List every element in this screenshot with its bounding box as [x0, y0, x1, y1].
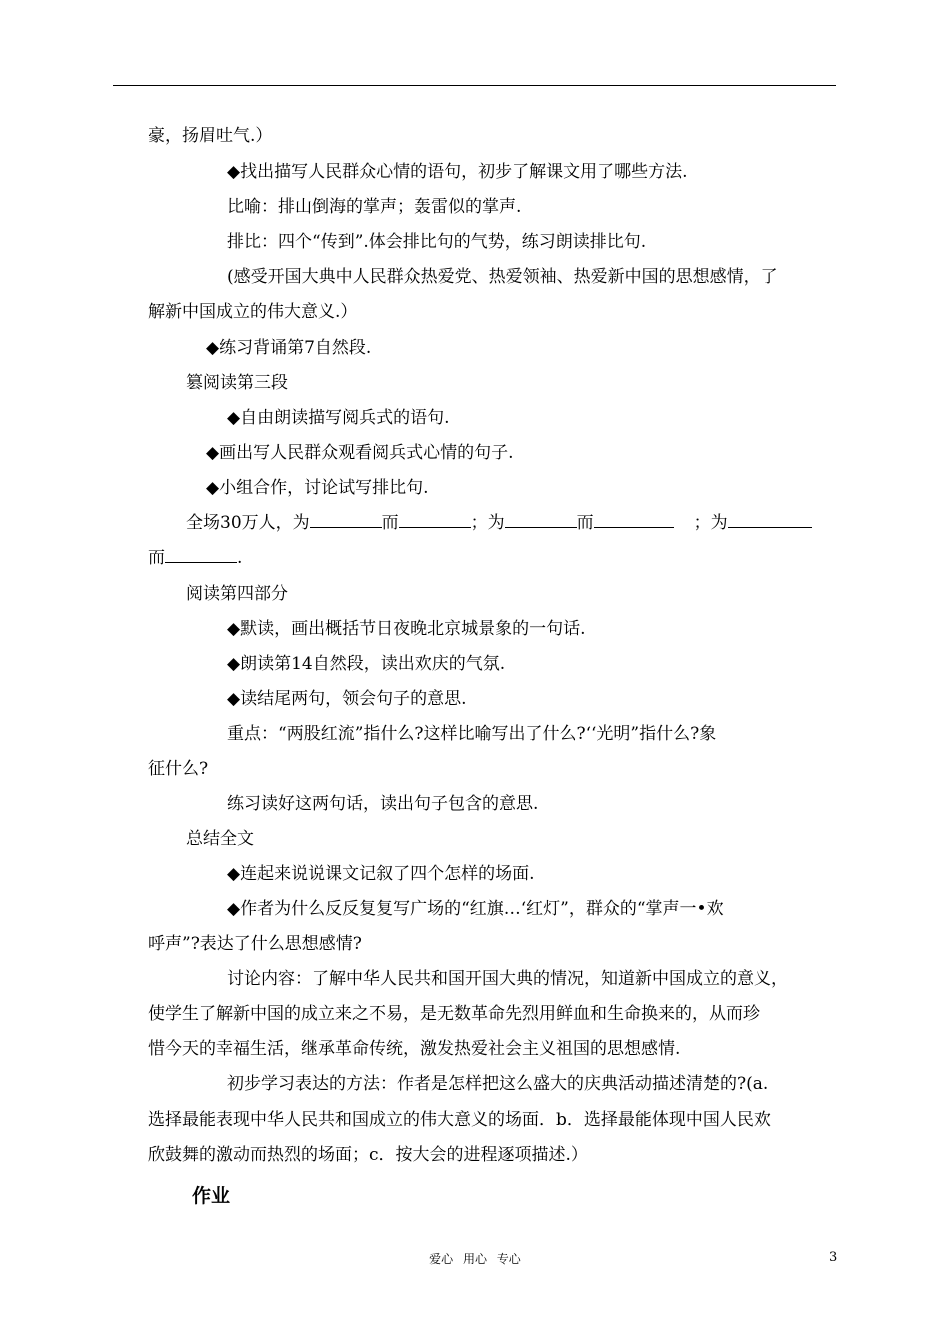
fill-er: 而 [381, 513, 399, 533]
text-line: 练习读好这两句话，读出句子包含的意思. [227, 794, 539, 814]
text-line: 比喻：排山倒海的掌声；轰雷似的掌声. [227, 197, 522, 217]
page-number: 3 [829, 1250, 838, 1265]
text-line: 惜今天的幸福生活，继承革命传统，激发热爱社会主义祖国的思想感情. [148, 1039, 681, 1059]
text-line: ◆练习背诵第7自然段. [206, 338, 372, 358]
fill-prefix: 全场30万人，为 [186, 513, 310, 533]
section-title: 篡阅读第三段 [186, 373, 288, 393]
blank-field[interactable] [728, 512, 812, 528]
text-line: ◆画出写人民群众观看阅兵式心情的句子. [206, 443, 514, 463]
fill-blank-line [186, 511, 812, 535]
text-line: 讨论内容：了解中华人民共和国开国大典的情况，知道新中国成立的意义， [227, 969, 788, 989]
text-line: ◆读结尾两句，领会句子的意思. [227, 689, 467, 709]
page-footer: 爱心 用心 专心 [429, 1252, 521, 1266]
section-title: 阅读第四部分 [186, 584, 288, 604]
text-line: ◆找出描写人民群众心情的语句，初步了解课文用了哪些方法. [227, 162, 688, 182]
fill-er: 而 [148, 548, 165, 568]
blank-field[interactable] [399, 512, 471, 528]
text-line: ◆小组合作，讨论试写排比句. [206, 478, 429, 498]
fill-sep: ；为 [470, 513, 505, 533]
text-line: 重点：“两股红流”指什么?这样比喻写出了什么?‘‘光明”指什么?象 [227, 724, 717, 744]
text-line: ◆朗读第14自然段，读出欢庆的气氛. [227, 654, 506, 674]
text-line: ◆作者为什么反反复复写广场的“红旗…‘红灯”，群众的“掌声一•欢 [227, 899, 724, 919]
homework-heading: 作业 [192, 1185, 231, 1207]
blank-field[interactable] [505, 512, 577, 528]
fill-sep: ；为 [693, 513, 728, 533]
text-line: ◆连起来说说课文记叙了四个怎样的场面. [227, 864, 535, 884]
section-title: 总结全文 [186, 829, 254, 849]
blank-field[interactable] [165, 547, 237, 563]
text-line: 初步学习表达的方法：作者是怎样把这么盛大的庆典活动描述清楚的?(a. [227, 1074, 769, 1094]
fill-end: . [237, 548, 243, 568]
fill-blank-line [148, 546, 242, 570]
text-line: 呼声”?表达了什么思想感情? [148, 934, 362, 954]
text-line: 欣鼓舞的激动而热烈的场面；c．按大会的进程逐项描述.） [148, 1145, 588, 1165]
header-rule [113, 85, 836, 86]
text-line: 选择最能表现中华人民共和国成立的伟大意义的场面．b．选择最能体现中国人民欢 [148, 1110, 771, 1130]
text-line: ◆自由朗读描写阅兵式的语句. [227, 408, 450, 428]
blank-field[interactable] [310, 512, 382, 528]
text-line: 豪，扬眉吐气.） [148, 126, 273, 146]
fill-er: 而 [576, 513, 594, 533]
text-line: 解新中国成立的伟大意义.） [148, 302, 358, 322]
text-line: ◆默读，画出概括节日夜晚北京城景象的一句话. [227, 619, 586, 639]
text-line: 排比：四个“传到”.体会排比句的气势，练习朗读排比句. [227, 232, 647, 252]
text-line: (感受开国大典中人民群众热爱党、热爱领袖、热爱新中国的思想感情，了 [227, 267, 778, 287]
text-line: 使学生了解新中国的成立来之不易，是无数革命先烈用鲜血和生命换来的，从而珍 [148, 1004, 760, 1024]
text-line: 征什么? [148, 759, 209, 779]
blank-field[interactable] [594, 512, 674, 528]
